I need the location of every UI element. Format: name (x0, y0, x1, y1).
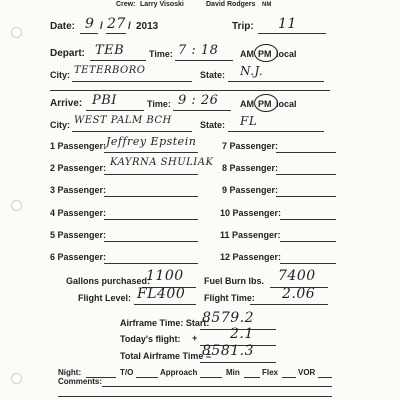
arrive-city-value: WEST PALM BCH (74, 115, 172, 126)
arrive-state-line (228, 131, 324, 132)
comments-line (102, 386, 332, 387)
trip-label: Trip: (232, 21, 254, 32)
passenger-9-line (276, 196, 336, 197)
passenger-2-value: KAYRNA SHULIAK (110, 157, 214, 168)
flight-level-label: Flight Level: (78, 293, 132, 303)
approach-line (200, 377, 222, 378)
arrive-city-label: City: (50, 120, 70, 130)
arrive-pm: PM (258, 99, 272, 109)
total-airframe-line (200, 362, 276, 363)
passenger-12-line (280, 263, 336, 264)
passenger-3-label: 3 Passenger: (50, 185, 107, 195)
flex-label: Flex (262, 368, 279, 377)
today-flight-value: 2.1 (230, 326, 254, 342)
passenger-6-label: 6 Passenger: (50, 252, 107, 262)
arrive-state-label: State: (200, 120, 226, 130)
date-slash-1: / (100, 21, 103, 32)
night-label: Night: (58, 368, 82, 377)
passenger-1-label: 1 Passenger: (50, 141, 107, 151)
gallons-purchased-label: Gallons purchased: (66, 276, 151, 286)
passenger-5-label: 5 Passenger: (50, 230, 107, 240)
crew-copilot: David Rodgers (206, 1, 256, 8)
crew-pilot: Larry Visoski (140, 1, 184, 8)
passenger-10-line (280, 219, 336, 220)
flight-time-label: Flight Time: (204, 293, 255, 303)
punch-hole-bottom (11, 373, 22, 384)
arrive-time-value: 9 : 26 (178, 93, 219, 108)
flight-time-value: 2.06 (282, 286, 316, 302)
fuel-burn-label: Fuel Burn lbs. (204, 276, 265, 286)
depart-label: Depart: (50, 48, 86, 59)
vor-line (318, 377, 332, 378)
date-label: Date: (50, 21, 76, 32)
depart-state-value: N.J. (240, 64, 264, 78)
passenger-2-label: 2 Passenger: (50, 163, 107, 173)
date-day-line (106, 33, 126, 34)
today-flight-plus: + (192, 333, 198, 343)
date-slash-2: / (128, 21, 131, 32)
passenger-11-label: 11 Passenger: (220, 230, 281, 240)
comments-line-2 (58, 396, 332, 397)
flex-line (282, 377, 296, 378)
depart-extra-line (50, 90, 330, 91)
arrive-line (86, 110, 144, 111)
passenger-5-line (104, 241, 198, 242)
arrive-city-line (72, 131, 192, 132)
trip-line (258, 33, 326, 34)
passenger-8-line (276, 174, 336, 175)
depart-city-label: City: (50, 70, 70, 80)
depart-city-line (72, 81, 192, 82)
passenger-8-label: 8 Passenger: (222, 163, 279, 173)
min-line (244, 377, 260, 378)
depart-state-line (228, 81, 324, 82)
arrive-local: local (276, 99, 297, 109)
depart-city-value: TETERBORO (74, 65, 146, 76)
punch-hole-middle (11, 200, 22, 211)
passenger-6-line (104, 263, 198, 264)
passenger-4-label: 4 Passenger: (50, 208, 107, 218)
total-airframe-value: 8581.3 (202, 343, 254, 359)
passenger-12-label: 12 Passenger: (220, 252, 282, 262)
passenger-1-line (104, 152, 198, 153)
arrive-value: PBI (92, 93, 117, 108)
depart-pm: PM (258, 49, 272, 59)
punch-hole-top (11, 27, 22, 38)
flight-level-value: FL400 (137, 286, 186, 302)
date-month: 9 (85, 16, 95, 32)
date-year: 2013 (136, 21, 159, 32)
passenger-11-line (280, 241, 336, 242)
passenger-3-line (104, 196, 198, 197)
passenger-4-line (104, 219, 198, 220)
passenger-9-label: 9 Passenger: (222, 185, 279, 195)
passenger-1-value: Jeffrey Epstein (106, 135, 197, 148)
arrive-time-label: Time: (147, 99, 171, 109)
passenger-10-label: 10 Passenger: (220, 208, 282, 218)
depart-line (90, 60, 146, 61)
arrive-am: AM (240, 99, 254, 109)
depart-state-label: State: (200, 70, 226, 80)
depart-local: local (276, 49, 297, 59)
depart-value: TEB (95, 43, 125, 58)
passenger-2-line (104, 174, 198, 175)
total-airframe-label: Total Airframe Time = (120, 351, 212, 361)
gallons-purchased-value: 1100 (146, 268, 184, 284)
arrive-time-line (173, 110, 231, 111)
depart-time-label: Time: (149, 49, 173, 59)
flight-level-line (134, 304, 196, 305)
depart-am: AM (240, 49, 254, 59)
depart-time-value: 7 : 18 (178, 43, 219, 58)
today-flight-label: Today's flight: (120, 334, 181, 344)
date-day: 27 (107, 16, 126, 32)
passenger-7-line (276, 152, 336, 153)
flight-time-line (250, 304, 328, 305)
arrive-state-value: FL (240, 114, 258, 128)
crew-note: NM (262, 2, 272, 8)
crew-label: Crew: (116, 1, 136, 8)
fuel-burn-value: 7400 (278, 268, 316, 284)
arrive-label: Arrive: (50, 98, 83, 109)
approach-label: Approach (160, 368, 198, 377)
min-label: Min (226, 368, 240, 377)
passenger-7-label: 7 Passenger: (222, 141, 279, 151)
to-line (136, 377, 158, 378)
to-label: T/O (120, 368, 134, 377)
airframe-start-value: 8579.2 (202, 310, 254, 326)
date-month-line (80, 33, 98, 34)
depart-time-line (175, 60, 233, 61)
vor-label: VOR (298, 368, 316, 377)
airframe-start-label: Airframe Time: Start: (120, 318, 210, 328)
trip-value: 11 (278, 16, 297, 32)
comments-label: Comments: (58, 377, 103, 386)
